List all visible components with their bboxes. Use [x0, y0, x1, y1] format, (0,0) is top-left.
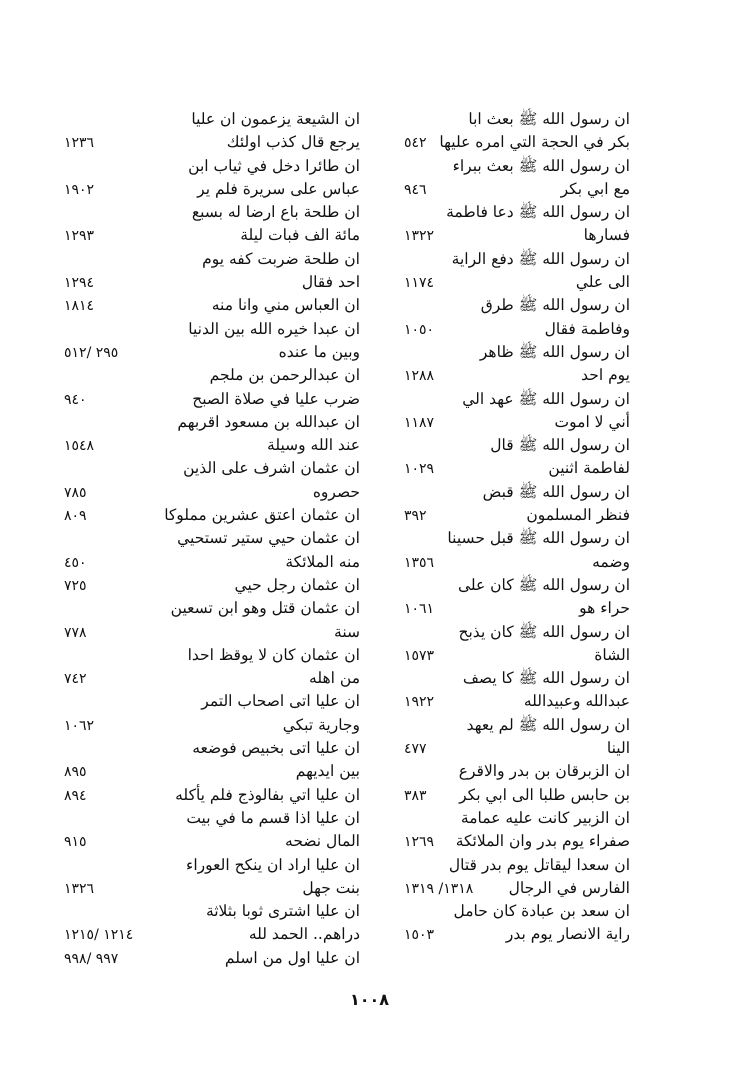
entry-reference-number: ١٢٩٣	[64, 228, 95, 245]
entry-reference-number: ١٢٨٨	[404, 368, 435, 385]
entry-reference-number: ٩٤٠	[64, 391, 87, 408]
entry-text-line: ان عبدالله بن مسعود اقربهم	[177, 412, 360, 431]
entry-text-line: ان الزبرقان بن بدر والاقرع	[458, 762, 630, 781]
entry-reference-number: ٤٥٠	[64, 554, 87, 571]
entry-text-line: ان سعدا ليقاتل يوم بدر قتال	[448, 855, 630, 874]
entry-text-line: ان الزبير كانت عليه عمامة	[460, 808, 630, 827]
entry-reference-number: ٧٧٨	[64, 624, 87, 641]
entry-reference-number: ١٩٠٢	[64, 181, 95, 198]
entry-continuation: الشاة	[594, 645, 630, 664]
entry-continuation: من اهله	[309, 669, 360, 688]
entry-continuation: بنت جهل	[302, 878, 360, 897]
entry-reference-number: ١٢٣٦	[64, 135, 95, 152]
index-entry	[60, 411, 360, 458]
entry-reference-number: ١٢٩٤	[64, 275, 95, 292]
index-entry	[60, 527, 360, 574]
entry-reference-number: ٢٩٥ /٥١٢	[64, 344, 119, 361]
entry-reference-number: ٨٩٥	[64, 764, 87, 781]
entry-text-line: ان عثمان اشرف على الذين	[183, 459, 360, 478]
entry-continuation: عبدالله وعبيدالله	[523, 692, 630, 711]
entry-text-line: ان عبدا خيره الله بين الدنيا	[188, 319, 360, 338]
index-column-left	[60, 108, 360, 970]
entry-reference-number: ١٣٥٦	[404, 554, 435, 571]
index-entry	[60, 201, 360, 248]
entry-reference-number: ١٥٧٣	[404, 647, 435, 664]
index-entry	[60, 854, 360, 901]
entry-reference-number: ١٣٢٦	[64, 880, 95, 897]
entry-text-line: ان الشيعة يزعمون ان عليا	[191, 110, 360, 128]
entry-continuation: دراهم.. الحمد لله	[248, 925, 360, 944]
entry-reference-number: ٨٩٤	[64, 787, 87, 804]
entry-continuation: فنظر المسلمون	[526, 506, 630, 525]
entry-reference-number: ١١٧٤	[404, 275, 435, 292]
index-entry	[60, 807, 360, 854]
entry-reference-number: ٤٧٧	[404, 741, 427, 758]
entry-text-line: ان رسول الله ﷺ بعث ابا	[468, 110, 630, 128]
entry-continuation: ضرب عليا في صلاة الصبح	[192, 389, 360, 408]
entry-reference-number: ١٢١٤ /١٢١٥	[64, 927, 134, 944]
index-entry	[400, 341, 630, 388]
index-entry	[400, 481, 630, 528]
entry-reference-number: ١٥٤٨	[64, 438, 95, 455]
entry-continuation: منه الملائكة	[285, 552, 360, 571]
entry-text-line: ان رسول الله ﷺ دفع الراية	[451, 249, 630, 268]
entry-text-line: ان رسول الله ﷺ قبل حسينا	[447, 529, 630, 548]
entry-text-line: ان عثمان اعتق عشرين مملوكا	[164, 506, 360, 525]
entry-continuation: يوم احد	[581, 366, 630, 385]
entry-text-line: ان عثمان حيي ستير تستحيي	[177, 529, 360, 548]
entry-continuation: وبين ما عنده	[278, 342, 360, 361]
entry-text-line: ان رسول الله ﷺ بعث ببراء	[452, 156, 630, 175]
entry-continuation: لفاطمة اثنين	[548, 459, 630, 478]
entry-text-line: ان طائرا دخل في ثياب ابن	[188, 156, 360, 175]
entry-continuation: الفارس في الرجال	[508, 878, 630, 897]
index-entry	[60, 294, 360, 317]
index-entry	[400, 201, 630, 248]
entry-text-line: ان رسول الله ﷺ عهد الي	[462, 389, 630, 408]
entry-reference-number: ٩١٥	[64, 834, 87, 851]
entry-text-line: ان رسول الله ﷺ كا يصف	[462, 669, 630, 688]
entry-reference-number: ٧٨٥	[64, 484, 87, 501]
entry-continuation: حراء هو	[579, 599, 630, 618]
index-entry	[60, 597, 360, 644]
entry-reference-number: ١٠٥٠	[404, 321, 435, 338]
entry-continuation: حصروه	[312, 482, 360, 501]
entry-reference-number: ١٩٢٢	[404, 694, 435, 711]
entry-text-line: ان عليا اول من اسلم	[224, 948, 360, 967]
entry-reference-number: ٣٩٢	[404, 508, 427, 525]
index-entry	[60, 248, 360, 295]
entry-text-line: ان عليا اتى اصحاب التمر	[201, 692, 360, 711]
index-entry	[400, 155, 630, 202]
entry-continuation: المال نضحه	[285, 832, 360, 851]
entry-reference-number: ١٨١٤	[64, 298, 95, 315]
entry-text-line: ان عثمان كان لا يوقظ احدا	[187, 645, 360, 664]
entry-reference-number: ١٣١٨/ ١٣١٩	[404, 880, 474, 897]
entry-text-line: ان رسول الله ﷺ ظاهر	[479, 342, 630, 361]
entry-text-line: ان طلحة ضربت كفه يوم	[202, 249, 360, 268]
index-entry	[60, 108, 360, 155]
entry-continuation: يرجع قال كذب اولئك	[226, 133, 360, 152]
entry-reference-number: ٨٠٩	[64, 508, 87, 525]
index-entry	[60, 574, 360, 597]
entry-continuation: بين ايديهم	[295, 762, 360, 781]
entry-continuation: بكر في الحجة التي امره عليها	[439, 133, 630, 152]
index-entry	[60, 155, 360, 202]
entry-continuation: مع ابي بكر	[560, 179, 630, 198]
entry-text-line: ان رسول الله ﷺ قال	[490, 436, 630, 455]
index-entry	[400, 667, 630, 714]
index-entry	[60, 784, 360, 807]
index-entry	[60, 318, 360, 365]
entry-reference-number: ١٢٦٩	[404, 834, 435, 851]
entry-text-line: ان عليا اذا قسم ما في بيت	[186, 808, 360, 827]
index-entry	[60, 364, 360, 411]
index-entry	[60, 737, 360, 784]
entry-continuation: عباس على سريرة فلم ير	[197, 179, 360, 198]
entry-text-line: ان عليا اتى بخبيص فوضعه	[192, 739, 360, 758]
entry-continuation: أني لا اموت	[554, 412, 630, 431]
entry-text-line: ان رسول الله ﷺ لم يعهد	[466, 715, 630, 734]
entry-continuation: الينا	[606, 739, 630, 758]
entry-reference-number: ٩٤٦	[404, 181, 427, 198]
index-entry	[400, 714, 630, 761]
entry-reference-number: ١٠٢٩	[404, 461, 435, 478]
entry-continuation: فسارها	[583, 226, 630, 245]
index-entry	[60, 947, 360, 970]
index-entry	[400, 388, 630, 435]
entry-text-line: ان رسول الله ﷺ قبض	[482, 482, 630, 501]
index-entry	[400, 807, 630, 854]
entry-continuation: مائة الف فبات ليلة	[240, 226, 360, 245]
entry-text-line: ان عليا اتي بفالوذج فلم يأكله	[175, 785, 360, 804]
index-entry	[400, 574, 630, 621]
entry-reference-number: ٩٩٧ /٩٩٨	[64, 950, 119, 967]
entry-continuation: بن حابس طلبا الى ابي بكر	[459, 785, 630, 804]
entry-text-line: ان العباس مني وانا منه	[211, 296, 360, 315]
index-entry	[400, 900, 630, 947]
entry-continuation: صفراء يوم بدر وان الملائكة	[455, 832, 630, 851]
index-entry	[60, 690, 360, 737]
index-entry	[60, 457, 360, 504]
entry-text-line: ان عثمان رجل حيي	[234, 575, 360, 594]
entry-continuation: وجارية تبكي	[282, 715, 360, 734]
entry-reference-number: ٣٨٣	[404, 787, 427, 804]
entry-continuation: وفاطمة فقال	[544, 319, 630, 338]
entry-text-line: ان عثمان قتل وهو ابن تسعين	[170, 599, 360, 618]
entry-text-line: ان عليا اراد ان ينكح العوراء	[186, 855, 360, 874]
entry-continuation: الى علي	[575, 273, 630, 292]
entry-reference-number: ٧٢٥	[64, 577, 87, 594]
index-entry	[400, 434, 630, 481]
index-entry	[400, 527, 630, 574]
entry-continuation: وضمه	[592, 552, 630, 571]
entry-text-line: ان عليا اشترى ثوبا بثلاثة	[205, 902, 360, 921]
entry-text-line: ان سعد بن عبادة كان حامل	[453, 902, 630, 921]
entry-reference-number: ١٠٦٢	[64, 717, 95, 734]
entry-text-line: ان رسول الله ﷺ طرق	[480, 296, 630, 315]
index-column-right	[400, 108, 630, 947]
entry-text-line: ان رسول الله ﷺ دعا فاطمة	[446, 203, 630, 222]
entry-reference-number: ١٥٠٣	[404, 927, 435, 944]
entry-text-line: ان عبدالرحمن بن ملجم	[209, 366, 360, 385]
page-number: ١٠٠٨	[349, 990, 390, 1009]
entry-continuation: سنة	[334, 622, 360, 641]
index-entry	[400, 108, 630, 155]
index-entry	[60, 644, 360, 691]
index-entry	[400, 621, 630, 668]
entry-text-line: ان طلحة باع ارضا له بسبع	[191, 203, 360, 222]
entry-reference-number: ٥٤٢	[404, 135, 427, 152]
index-entry	[400, 294, 630, 341]
entry-continuation: عند الله وسيلة	[267, 436, 360, 455]
index-entry	[400, 248, 630, 295]
entry-text-line: ان رسول الله ﷺ كان على	[457, 575, 630, 594]
entry-continuation: احد فقال	[301, 273, 360, 292]
index-entry	[400, 760, 630, 807]
entry-reference-number: ١٠٦١	[404, 601, 435, 618]
entry-continuation: راية الانصار يوم بدر	[505, 925, 630, 944]
entry-reference-number: ٧٤٢	[64, 671, 87, 688]
entry-reference-number: ١١٨٧	[404, 414, 435, 431]
index-entry	[400, 854, 630, 901]
index-entry	[60, 900, 360, 947]
entry-reference-number: ١٣٢٢	[404, 228, 435, 245]
index-entry	[60, 504, 360, 527]
entry-text-line: ان رسول الله ﷺ كان يذبح	[458, 622, 630, 641]
